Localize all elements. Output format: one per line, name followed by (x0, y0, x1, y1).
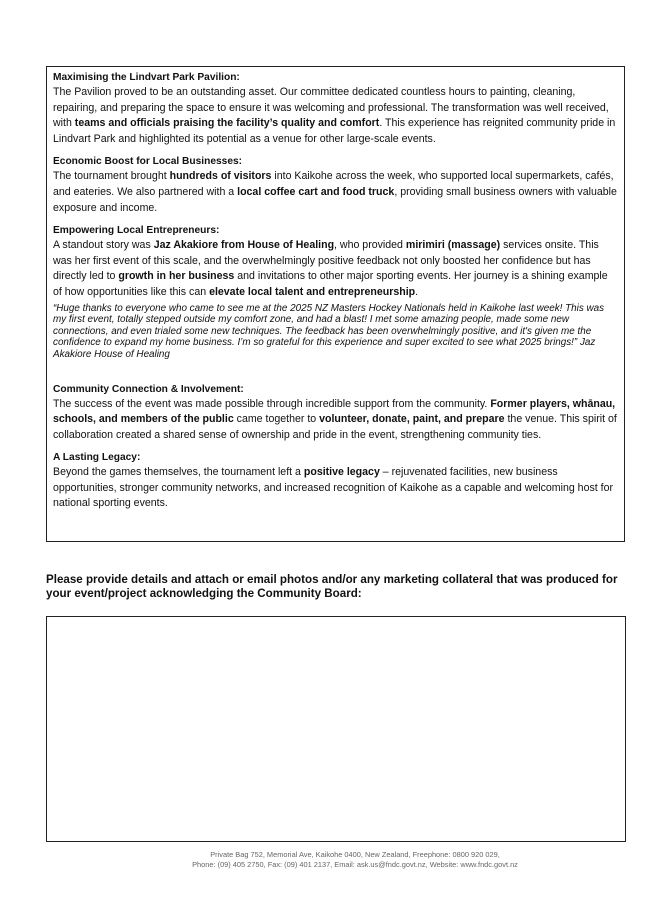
section-body-legacy: Beyond the games themselves, the tournament left a positive legacy – rejuvenated facilities, new business opportunities, stronger community networks, and increased recognition of Kaikohe as a capable and welcoming host for national sporting events. (53, 466, 614, 510)
section-body-economic: The tournament brought hundreds of visitors into Kaikohe across the week, who supported local supermarkets, cafés, and eateries. We also partnered with a local coffee cart and food truck, providing small business owners with valuable exposure and income. (53, 170, 617, 214)
photos-prompt-heading: Please provide details and attach or email photos and/or any marketing collateral that was produced for your event/project acknowledging the Community Board: (46, 573, 618, 600)
footer-contact-line: Phone: (09) 405 2750, Fax: (09) 401 2137, Email: ask.us@fndc.govt.nz, Website: www.fndc.govt.nz (192, 860, 518, 869)
footer-address-line: Private Bag 752, Memorial Ave, Kaikohe 0400, New Zealand, Freephone: 0800 920 029, (210, 850, 500, 859)
report-text-box (46, 66, 625, 542)
section-body-entrepreneurs: A standout story was Jaz Akakiore from House of Healing, who provided mirimiri (massage) services onsite. This was her first event of this scale, and the overwhelmingly positive feedback not only boosted her confidence but has directly led to growth in her business and invitations to other major sporting events. Her journey is a shining example of how opportunities like this can elevate local talent and entrepreneurship. (53, 239, 608, 298)
section-title-entrepreneurs: Empowering Local Entrepreneurs: (53, 225, 220, 237)
testimonial-quote: “Huge thanks to everyone who came to see me at the 2025 NZ Masters Hockey Nationals held in Kaikohe last week! This was my first event, totally stepped outside my comfort zone, and had a blast! I met some amazing people, made some new connections, and even trialed some new techniques. The feedback has been overwhelmingly positive, and it's given me the confidence to expand my home business. I’m so grateful for this experience and super excited to see what 2025 brings!” Jaz Akakiore House of Healing (53, 302, 605, 360)
section-title-pavilion: Maximising the Lindvart Park Pavilion: (53, 72, 240, 83)
page-footer (150, 850, 560, 870)
section-body-community: The success of the event was made possible through incredible support from the community. Former players, whānau, schools, and members of the public came together to volunteer, donate, paint, and prepare the venue. This spirit of collaboration created a shared sense of ownership and pride in the event, strengthening community ties. (53, 397, 617, 441)
section-title-community: Community Connection & Involvement: (53, 383, 244, 395)
photos-answer-box[interactable] (46, 616, 626, 842)
section-title-economic: Economic Boost for Local Businesses: (53, 156, 243, 168)
section-body-pavilion: The Pavilion proved to be an outstanding asset. Our committee dedicated countless hours to painting, cleaning, repairing, and preparing the space to ensure it was welcoming and professional. The transformation was well received, with teams and officials praising the facility’s quality and comfort. This experience has reignited community pride in Lindvart Park and highlighted its potential as a venue for other large-scale events. (53, 86, 616, 145)
section-title-legacy: A Lasting Legacy: (53, 452, 141, 464)
